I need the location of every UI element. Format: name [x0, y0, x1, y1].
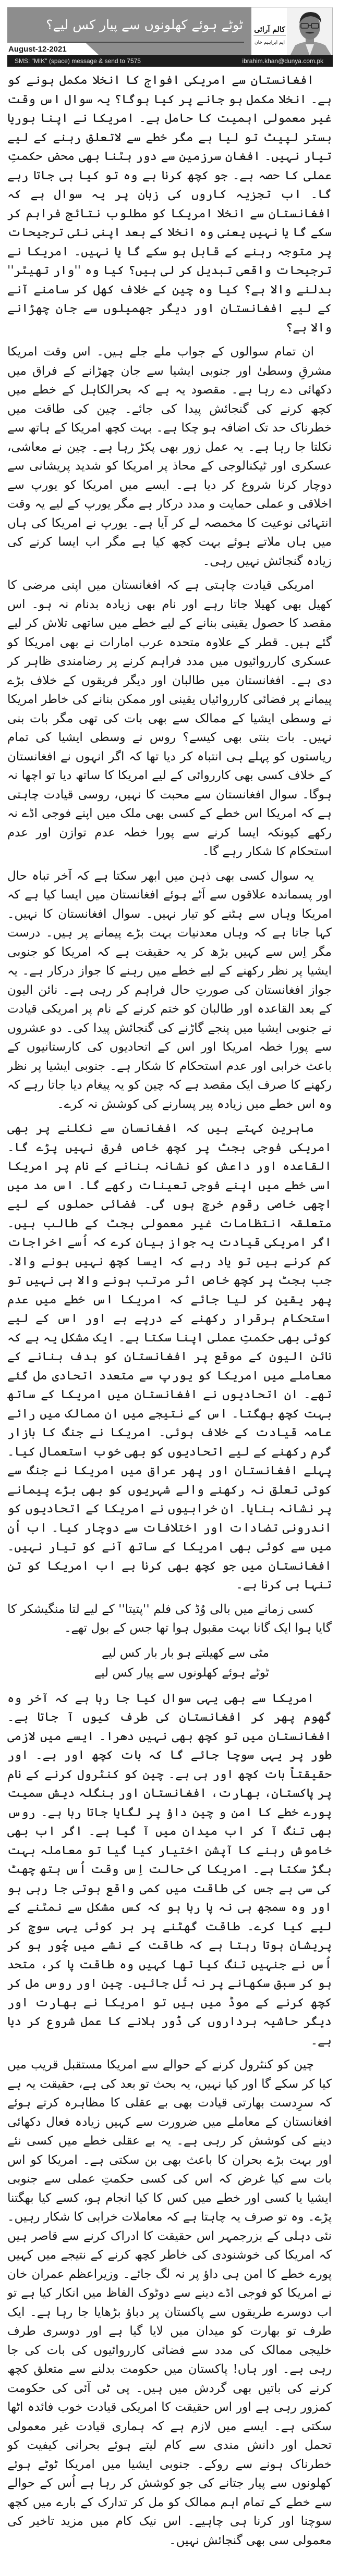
song-lyrics-quote [7, 1643, 332, 1683]
author-name: ایم ابراہیم خان [254, 40, 285, 45]
article-paragraph: افغانستان سے امریکی افواج کا انخلا مکمل ہونے کو ہے۔ انخلا مکمل ہو جانے پر کیا ہوگا؟ یہ سوال اس وقت غیر معمولی اہمیت کا حامل ہے۔ امریکا نے اپنا بوریا بستر لپیٹ تو لیا ہے مگر خطے سے لاتعلق رہنے کے لیے تیار نہیں۔ افغان سرزمین سے دور ہٹنا بھی محض حکمتِ عملی کا حصہ ہے۔ جو کچھ کرنا ہے وہ تو کیا ہی جاتا رہے گا۔ اب تجزیہ کاروں کی زبان پر یہ سوال ہے کہ افغانستان سے انخلا امریکا کو مطلوب نتائج فراہم کر سکے گا یا نہیں یعنی وہ انخلا کے بعد اپنی نئی ترجیحات پر متوجہ رہنے کے قابل ہو سکے گا یا نہیں۔ امریکا نے ترجیحات واقعی تبدیل کر لی ہیں؟ کیا وہ ''وار تھیٹر'' بدلنے والا ہے؟ کیا وہ چین کے خلاف کھل کر سامنے آنے کے لیے افغانستان اور دیگر جھمیلوں سے جان چھڑانے والا ہے؟ [7, 73, 332, 335]
lyric-line: ٹوٹے ہوئے کھلونوں سے پیار کس لیے [94, 1666, 269, 1680]
lyric-line: مٹی سے کھیلتے ہو بار بار کس لیے [102, 1646, 269, 1660]
author-email-link[interactable]: ibrahim.khan@dunya.com.pk [242, 57, 323, 65]
date-tab [7, 43, 86, 55]
column-title: ٹوٹے ہوئے کھلونوں سے پیار کس لیے؟ [46, 17, 243, 32]
column-series-logo: کالم آرائی [253, 26, 286, 36]
article-paragraph: چین کو کنٹرول کرنے کے حوالے سے امریکا مستقبل قریب میں کیا کر سکے گا اور کیا نہیں، یہ بحث تو بعد کی ہے، حقیقت یہ ہے کہ سرِدست بھارتی قیادت بھی بے عقلی کا مظاہرہ کرتے ہوئے افغانستان کے معاملے میں ضرورت سے کہیں زیادہ فعال دکھائی دینے کی کوشش کر رہی ہے۔ یہ بے عقلی خطے میں کسی نئے اور بہت بڑے بحران کا باعث بھی بن سکتی ہے۔ امریکا کو اس بات سے کیا غرض کہ اس کی کسی حکمتِ عملی سے جنوبی ایشیا یا کسی اور خطے میں کس کا کیا انجام ہو، کسے کیا بھگتنا پڑے۔ وہ تو صرف یہ چاہتا ہے کہ معاملات خرابی کا شکار رہیں۔ نئی دہلی کے بزرجمہر اس حقیقت کا ادراک کرنے سے قاصر ہیں کہ امریکا کی خوشنودی کی خاطر کچھ کرنے کے نتیجے میں کہیں پورے خطے کا امن ہی داؤ پر نہ لگ جائے۔ وزیراعظم عمران خان نے امریکا کو فوجی اڈے دینے سے دوٹوک الفاظ میں انکار کیا ہے تو اب دوسرے طریقوں سے پاکستان پر دباؤ بڑھایا جا رہا ہے۔ ایک طرف تو بھارت کو میدان میں لایا گیا ہے اور دوسری طرف خلیجی ممالک کی مدد سے فضائی کارروائیوں کی بات کی جا رہی ہے۔ اور ہاں! پاکستان میں حکومت بدلنے سے متعلق کچھ کرنے کی باتیں بھی گردش میں ہیں۔ پی ٹی آئی کی حکومت کمزور رہی ہے اور اس حقیقت کا امریکی قیادت خوب فائدہ اٹھا سکتی ہے۔ ایسے میں لازم ہے کہ ہماری قیادت غیر معمولی تحمل اور دانش مندی سے کام لیتے ہوئے بحرانی کیفیت کو خطرناک ہونے سے روکے۔ جنوبی ایشیا میں امریکا ٹوٹے ہوئے کھلونوں سے پیار جتانے کی جو کوشش کر رہا ہے اُس کے حوالے سے خطے کے تمام اہم ممالک کو مل کر تدارک کے بارے میں کچھ سوچنا اور کرنا ہی چاہیے۔ اس نیک کام میں مزید تاخیر کی معمولی سی بھی گنجائش نہیں۔ [7, 2058, 332, 2547]
author-box [251, 7, 333, 55]
article-paragraph: ان تمام سوالوں کے جواب ملے جلے ہیں۔ اس وقت امریکا مشرقِ وسطیٰ اور جنوبی ایشیا سے جان چھڑانے کے فراق میں دکھائی دے رہا ہے۔ مقصود یہ ہے کہ بحرالکاہل کے خطے میں کچھ کرنے کی گنجائش پیدا کی جائے۔ چین کی طاقت میں خطرناک حد تک اضافہ ہو چکا ہے۔ بہت کچھ امریکا کے ہاتھ سے نکلتا جا رہا ہے۔ یہ عمل زور بھی پکڑ رہا ہے۔ چین نے معاشی، عسکری اور ٹیکنالوجی کے محاذ پر امریکا کو شدید پریشانی سے دوچار کرنا شروع کر دیا ہے۔ ایسے میں امریکا کو یورپ سے اخلاقی و عملی حمایت و مدد درکار ہے مگر یورپ کے لیے یہ وقت انتہائی نوعیت کا مخمصہ لے کر آیا ہے۔ یورپ نے امریکا کی ہاں میں ہاں ملاتے ہوئے بہت کچھ کیا ہے مگر اب ایسا کرنے کی زیادہ گنجائش نہیں رہی۔ [7, 345, 332, 568]
column-header [0, 0, 339, 68]
article-paragraph: امریکا سے بھی یہی سوال کیا جا رہا ہے کہ آخر وہ گھوم پھر کر افغانستان کی طرف کیوں آ جاتا ہے۔ افغانستان میں تو کچھ بھی نہیں دھرا۔ ایسے میں لازمی طور پر یہی سوچا جائے گا کہ بات کچھ اور ہے۔ اور حقیقتاً بات کچھ اور ہی ہے۔ چین کو کنٹرول کرنے کے نام پر پاکستان، بھارت، افغانستان اور بنگلہ دیش سمیت پورے خطے کا امن و چین داؤ پر لگایا جاتا رہا ہے۔ روس بھی تنگ آ کر اب میدان میں آ گیا ہے۔ اگر اب بھی خاموش رہنے کا آپشن اختیار کیا گیا تو معاملہ بہت بگڑ سکتا ہے۔ امریکا کی حالت اِس وقت اُس ہتھ چھٹ کی سی ہے جس کی طاقت میں کمی واقع ہوتی جا رہی ہو اور وہ سمجھ ہی نہ پا رہا ہو کہ کس مشکل سے نمٹنے کے لیے کیا کرے۔ طاقت گھٹنے پر ہر کوئی یہی سوچ کر پریشان ہوتا رہتا ہے کہ طاقت کے نشے میں چُور ہو کر اُس نے جنہیں تنگ کیا تھا کہیں وہ طاقت پا کر، متحد ہو کر سبق سکھانے پر نہ تُل جائیں۔ چین اور روس مل کر کچھ کرنے کے موڈ میں ہیں تو امریکا نے بھارت اور دیگر حاشیہ برداروں کی ڈور ہلانے کا عمل شروع کر دیا ہے۔ [7, 1691, 332, 2048]
author-portrait-icon [287, 8, 333, 55]
article-paragraph: کسی زمانے میں بالی وُڈ کی فلم ''پتیتا'' کے لیے لتا منگیشکر کا گایا ہوا ایک گانا بہت مقبول ہوا تھا جس کے بول تھے۔ [7, 1602, 332, 1635]
article-body [0, 68, 339, 2576]
contact-bar [7, 55, 333, 67]
sms-instruction: SMS: "MIK" (space) message & send to 7575 [15, 57, 141, 65]
article-paragraph: یہ سوال کسی بھی ذہن میں ابھر سکتا ہے کہ آخر تباہ حال اور پسماندہ علاقوں سے اَٹے ہوئے افغانستان میں ایسا کیا ہے کہ امریکا وہاں سے ہٹنے کو تیار نہیں۔ سوال افغانستان کا نہیں۔ کہا جاتا ہے کہ وہاں معدنیات بہت بڑے پیمانے پر ہیں۔ درست مگر اِس سے کہیں بڑھ کر یہ حقیقت ہے کہ امریکا کو جنوبی ایشیا پر نظر رکھنے کے لیے خطے میں رہنے کا جواز درکار ہے۔ یہ جواز افغانستان کی صورتِ حال فراہم کر رہی ہے۔ نائن الیون کے بعد القاعدہ اور طالبان کو ختم کرنے کے نام پر امریکی قیادت نے جنوبی ایشیا میں پنجے گاڑنے کی گنجائش پیدا کی۔ دو عشروں سے پورا خطہ امریکا اور اس کے اتحادیوں کی کارستانیوں کے باعث خرابی اور عدم استحکام کا شکار ہے۔ جنوبی ایشیا پر نظر رکھنے کا صرف ایک مقصد ہے کہ چین کو یہ پیغام دیا جاتا رہے کہ وہ اس خطے میں زیادہ پیر پسارنے کی کوشش نہ کرے۔ [7, 869, 332, 1111]
article-paragraph: ماہرین کہتے ہیں کہ افغانسان سے نکلنے پر بھی امریکی فوجی بجٹ پر کچھ خاص فرق نہیں پڑے گا۔ القاعدہ اور داعش کو نشانہ بنانے کے نام پر امریکا اسی خطے میں اپنے فوجی تعینات رکھے گا۔ اس مد میں اچھی خاصی رقوم خرچ ہوں گی۔ فضائی حملوں کے لیے متعلقہ انتظامات غیر معمولی بجٹ کے طالب ہیں۔ اگر امریکی قیادت یہ جواز بیان کرے کہ اُسے اخراجات کم کرنے ہیں تو یاد رہے کہ ایسا کچھ نہیں ہونے والا۔ جب بجٹ پر کچھ خاص اثر مرتب ہونے والا ہی نہیں تو پھر یقین کر لیا جائے کہ امریکا اس خطے میں عدم استحکام برقرار رکھنے کے درپے ہے اور اس کے لیے کوئی بھی حکمتِ عملی اپنا سکتا ہے۔ ایک مشکل یہ ہے کہ نائن الیون کے موقع پر افغانستان کو ہدف بنانے کے معاملے میں امریکا کو یورپ سے متعدد اتحادی مل گئے تھے۔ ان اتحادیوں نے افغانستان میں امریکا کے ساتھ بہت کچھ بھگتا۔ اس کے نتیجے میں ان ممالک میں رائے عامہ قیادت کے خلاف ہوئی۔ امریکا نے جنگ کا بازار گرم رکھنے کے لیے اتحادیوں کو بھی خوب استعمال کیا۔ پہلے افغانستان اور پھر عراق میں امریکا نے جنگ سے کوئی تعلق نہ رکھنے والے شہریوں کو بھی بڑے پیمانے پر نشانہ بنایا۔ ان خرابیوں نے امریکا کے اتحادیوں کو اندرونی تضادات اور اختلافات سے دوچار کیا۔ اب اُن میں سے کوئی بھی امریکا کے ساتھ آنے کو تیار نہیں۔ افغانستان میں جو کچھ بھی کرنا ہے اب امریکا کو تنِ تنہا ہی کرنا ہے۔ [7, 1121, 332, 1592]
article-paragraph: امریکی قیادت چاہتی ہے کہ افغانستان میں اپنی مرضی کا کھیل بھی کھیلا جاتا رہے اور نام بھی زیادہ بدنام نہ ہو۔ اس مقصد کا حصول یقینی بنانے کے لیے خطے میں ساتھی تلاش کر لیے گئے ہیں۔ قطر کے علاوہ متحدہ عرب امارات نے بھی امریکا کو عسکری کارروائیوں میں مدد فراہم کرنے پر رضامندی ظاہر کر دی ہے۔ افغانستان میں طالبان اور دیگر فریقوں کے خلاف بڑے پیمانے پر فضائی کارروائیاں یقینی اور ممکن بنانے کی خاطر امریکا نے وسطی ایشیا کے ممالک سے بھی بات کی تھی مگر بات بنی نہیں۔ بات بنتی بھی کیسے؟ روس نے وسطی ایشیا کی تمام ریاستوں کو پہلے ہی انتباہ کر دیا تھا کہ اگر انہوں نے افغانستان کے خلاف کسی بھی کارروائی کے لیے امریکا کا ساتھ دیا تو اچھا نہ ہوگا۔ سوال افغانستان سے محبت کا نہیں، روسی قیادت چاہتی ہے کہ امریکا اس خطے کے کسی بھی ملک میں اپنے فوجی اڈے نہ رکھے کیونکہ ایسا کرنے سے پورا خطہ عدم توازن اور عدم استحکام کا شکار رہے گا۔ [7, 578, 332, 858]
publish-date: August-12-2021 [8, 45, 67, 54]
